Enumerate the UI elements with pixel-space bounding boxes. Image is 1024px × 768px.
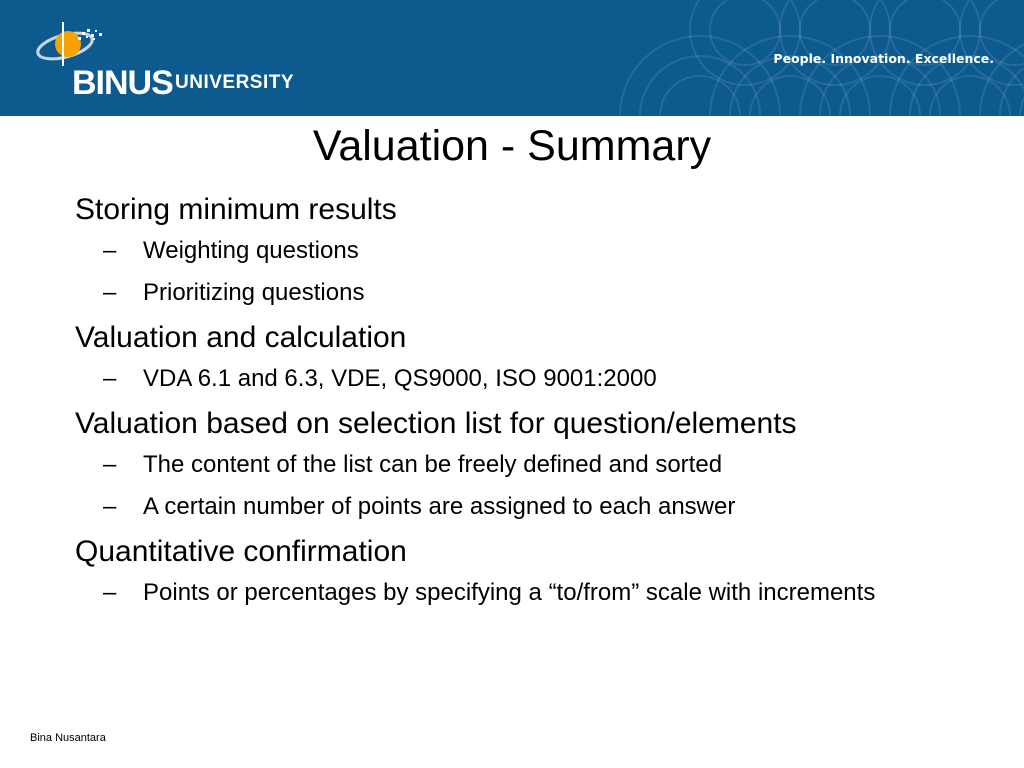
sub-bullet: – The content of the list can be freely defined and sorted bbox=[75, 448, 975, 482]
footer-text: Bina Nusantara bbox=[30, 732, 106, 744]
bullet-valuation-calculation: Valuation and calculation bbox=[75, 321, 407, 354]
bullet-selection-list: Valuation based on selection list for question/elements bbox=[75, 407, 797, 440]
slide-body bbox=[75, 190, 975, 618]
header-banner bbox=[0, 0, 1024, 116]
dash-marker: – bbox=[103, 493, 117, 520]
dash-marker: – bbox=[103, 237, 117, 264]
sub-bullet: – VDA 6.1 and 6.3, VDE, QS9000, ISO 9001:2000 bbox=[75, 362, 975, 396]
logo-binus-text: BINUS bbox=[72, 64, 173, 102]
sub-bullet: – Prioritizing questions bbox=[75, 276, 975, 310]
bullet-quantitative: Quantitative confirmation bbox=[75, 535, 407, 568]
binus-globe-icon bbox=[30, 18, 120, 68]
bullet-storing: Storing minimum results bbox=[75, 193, 397, 226]
sub-bullet: – A certain number of points are assigned to each answer bbox=[75, 490, 975, 524]
dash-marker: – bbox=[103, 579, 117, 606]
sub-bullet: – Points or percentages by specifying a “to/from” scale with increments bbox=[75, 576, 903, 610]
dash-marker: – bbox=[103, 365, 117, 392]
logo-university-text: UNIVERSITY bbox=[175, 72, 295, 93]
tagline: People. Innovation. Excellence. bbox=[773, 51, 994, 66]
slide-title: Valuation - Summary bbox=[312, 122, 712, 170]
dash-marker: – bbox=[103, 451, 117, 478]
dash-marker: – bbox=[103, 279, 117, 306]
sub-bullet: – Weighting questions bbox=[75, 234, 975, 268]
